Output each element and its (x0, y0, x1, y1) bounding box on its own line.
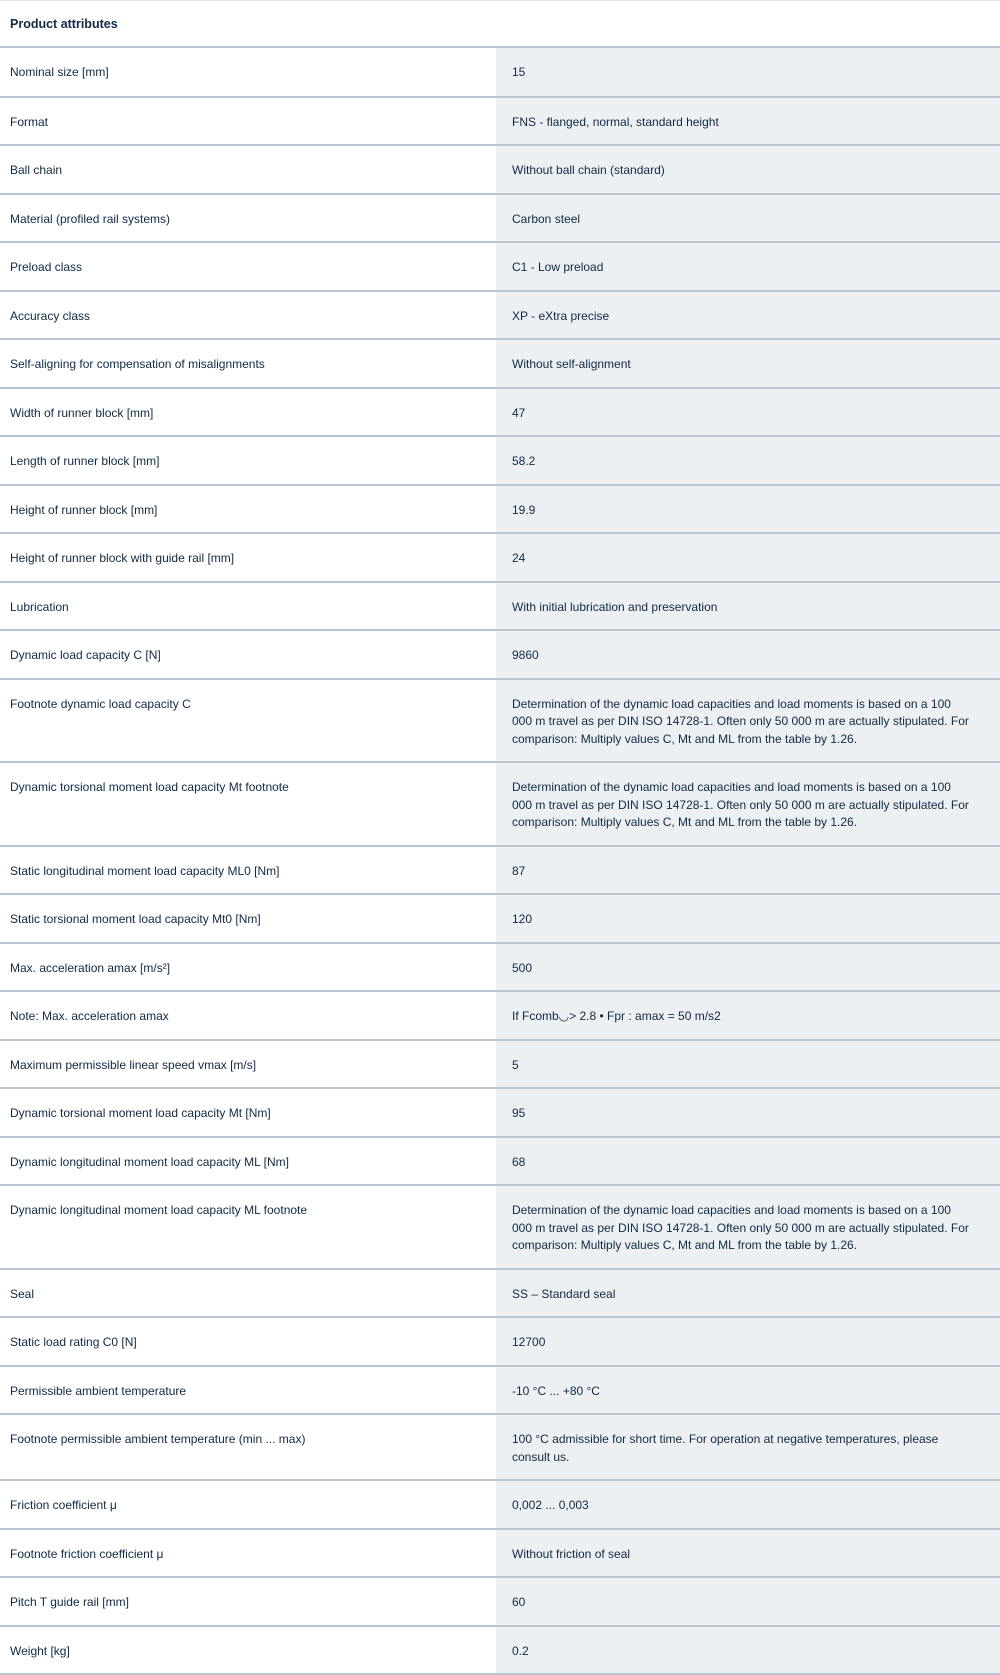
attribute-label: Height of runner block [mm] (0, 485, 496, 534)
attribute-label: Footnote permissible ambient temperature (min ... max) (0, 1414, 496, 1480)
attribute-label: Note: Max. acceleration amax (0, 991, 496, 1040)
attribute-value: 19.9 (496, 485, 1000, 534)
attribute-value: 24 (496, 533, 1000, 582)
attribute-value: If Fcomb◡> 2.8 • Fpr : amax = 50 m/s2 (496, 991, 1000, 1040)
attribute-value: 58.2 (496, 436, 1000, 485)
attribute-value: Without friction of seal (496, 1529, 1000, 1578)
attributes-table-body (0, 48, 1000, 1674)
attribute-label: Maximum permissible linear speed vmax [m/s] (0, 1040, 496, 1089)
attribute-label: Format (0, 97, 496, 146)
attribute-value: Without ball chain (standard) (496, 145, 1000, 194)
attribute-label: Static load rating C0 [N] (0, 1317, 496, 1366)
table-row (0, 762, 1000, 846)
table-row (0, 242, 1000, 291)
table-row (0, 145, 1000, 194)
attribute-label: Preload class (0, 242, 496, 291)
table-row (0, 894, 1000, 943)
attribute-value: Carbon steel (496, 194, 1000, 243)
table-row (0, 194, 1000, 243)
table-row (0, 991, 1000, 1040)
attribute-value: 95 (496, 1088, 1000, 1137)
attributes-table (0, 48, 1000, 1675)
attribute-label: Dynamic load capacity C [N] (0, 630, 496, 679)
attribute-value: With initial lubrication and preservation (496, 582, 1000, 631)
table-row (0, 1414, 1000, 1480)
table-row (0, 485, 1000, 534)
attribute-value: 0,002 ... 0,003 (496, 1480, 1000, 1529)
attribute-label: Width of runner block [mm] (0, 388, 496, 437)
attribute-value: Determination of the dynamic load capacities and load moments is based on a 100 000 m travel as per DIN ISO 14728-1. Often only 50 000 m are actually stipulated. For comparison: Multiply values C, Mt and ML from the table by 1.26. (496, 679, 1000, 763)
table-row (0, 1137, 1000, 1186)
attribute-label: Length of runner block [mm] (0, 436, 496, 485)
attribute-label: Permissible ambient temperature (0, 1366, 496, 1415)
attribute-label: Dynamic torsional moment load capacity Mt [Nm] (0, 1088, 496, 1137)
attribute-label: Friction coefficient μ (0, 1480, 496, 1529)
attribute-label: Seal (0, 1269, 496, 1318)
table-row (0, 846, 1000, 895)
attribute-value: 9860 (496, 630, 1000, 679)
attribute-value: -10 °C ... +80 °C (496, 1366, 1000, 1415)
table-row (0, 1366, 1000, 1415)
table-row (0, 436, 1000, 485)
table-row (0, 1088, 1000, 1137)
table-row (0, 1269, 1000, 1318)
attribute-value: 500 (496, 943, 1000, 992)
attribute-label: Dynamic longitudinal moment load capacity ML footnote (0, 1185, 496, 1269)
attribute-label: Pitch T guide rail [mm] (0, 1577, 496, 1626)
attribute-label: Dynamic longitudinal moment load capacity ML [Nm] (0, 1137, 496, 1186)
table-row (0, 1317, 1000, 1366)
attribute-label: Self-aligning for compensation of misalignments (0, 339, 496, 388)
attribute-label: Static longitudinal moment load capacity ML0 [Nm] (0, 846, 496, 895)
attribute-value: FNS - flanged, normal, standard height (496, 97, 1000, 146)
attribute-value: 5 (496, 1040, 1000, 1089)
attribute-label: Height of runner block with guide rail [mm] (0, 533, 496, 582)
table-row (0, 1040, 1000, 1089)
table-row (0, 1577, 1000, 1626)
attribute-value: 47 (496, 388, 1000, 437)
table-row (0, 533, 1000, 582)
attribute-label: Footnote dynamic load capacity C (0, 679, 496, 763)
attribute-value: 100 °C admissible for short time. For operation at negative temperatures, please consult us. (496, 1414, 1000, 1480)
attribute-value: Determination of the dynamic load capacities and load moments is based on a 100 000 m travel as per DIN ISO 14728-1. Often only 50 000 m are actually stipulated. For comparison: Multiply values C, Mt and ML from the table by 1.26. (496, 1185, 1000, 1269)
attribute-label: Dynamic torsional moment load capacity Mt footnote (0, 762, 496, 846)
attribute-value: SS – Standard seal (496, 1269, 1000, 1318)
attribute-value: 0.2 (496, 1626, 1000, 1675)
attribute-value: C1 - Low preload (496, 242, 1000, 291)
attribute-label: Weight [kg] (0, 1626, 496, 1675)
attribute-value: 12700 (496, 1317, 1000, 1366)
table-row (0, 679, 1000, 763)
table-row (0, 48, 1000, 97)
attribute-label: Nominal size [mm] (0, 48, 496, 97)
table-row (0, 388, 1000, 437)
table-row (0, 339, 1000, 388)
attribute-value: 68 (496, 1137, 1000, 1186)
attribute-label: Static torsional moment load capacity Mt0 [Nm] (0, 894, 496, 943)
attribute-label: Accuracy class (0, 291, 496, 340)
table-row (0, 1185, 1000, 1269)
attribute-value: Without self-alignment (496, 339, 1000, 388)
table-row (0, 582, 1000, 631)
attribute-label: Ball chain (0, 145, 496, 194)
attribute-label: Footnote friction coefficient μ (0, 1529, 496, 1578)
section-title: Product attributes (0, 0, 1000, 48)
attribute-label: Max. acceleration amax [m/s²] (0, 943, 496, 992)
table-row (0, 1626, 1000, 1675)
table-row (0, 291, 1000, 340)
table-row (0, 943, 1000, 992)
attribute-value: XP - eXtra precise (496, 291, 1000, 340)
attribute-value: 60 (496, 1577, 1000, 1626)
attribute-value: 15 (496, 48, 1000, 97)
table-row (0, 97, 1000, 146)
attribute-value: 120 (496, 894, 1000, 943)
attribute-value: Determination of the dynamic load capacities and load moments is based on a 100 000 m travel as per DIN ISO 14728-1. Often only 50 000 m are actually stipulated. For comparison: Multiply values C, Mt and ML from the table by 1.26. (496, 762, 1000, 846)
attribute-value: 87 (496, 846, 1000, 895)
table-row (0, 1529, 1000, 1578)
table-row (0, 630, 1000, 679)
attribute-label: Lubrication (0, 582, 496, 631)
table-row (0, 1480, 1000, 1529)
attribute-label: Material (profiled rail systems) (0, 194, 496, 243)
